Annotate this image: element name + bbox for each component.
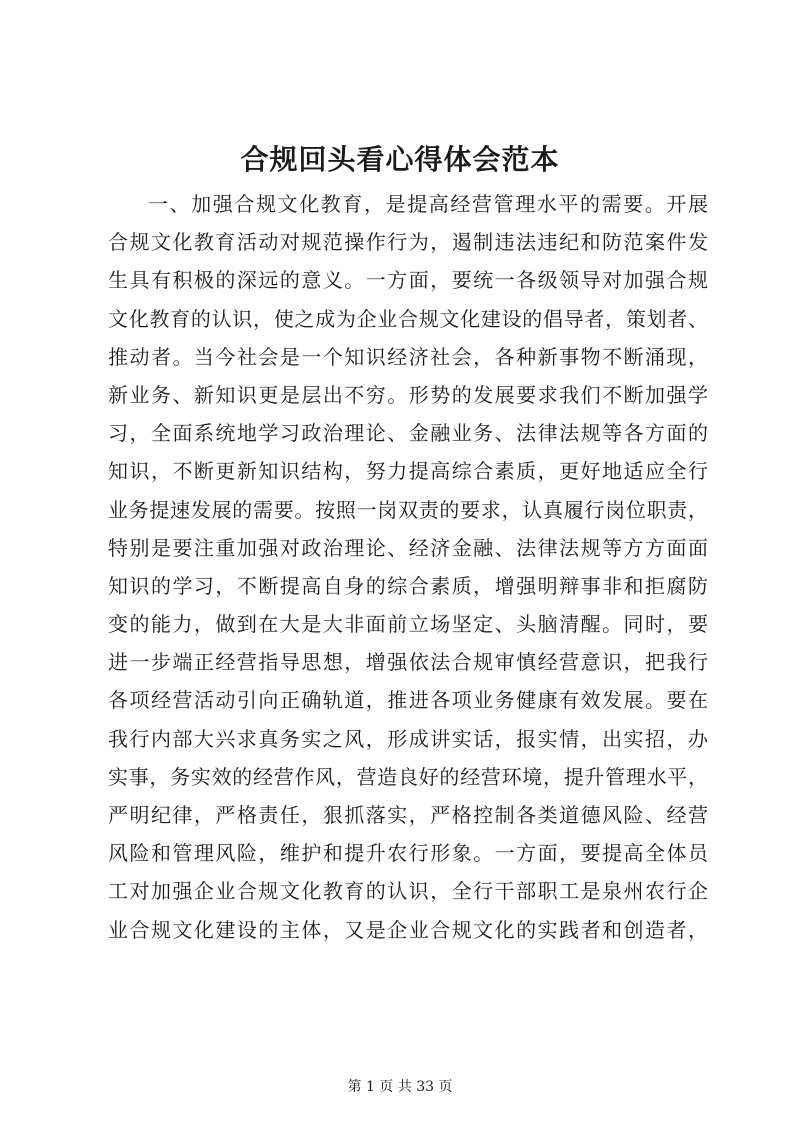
text-line: 推动者。当今社会是一个知识经济社会，各种新事物不断涌现， (108, 344, 708, 369)
text-line: 我行内部大兴求真务实之风，形成讲实话，报实情，出实招，办 (108, 726, 708, 751)
page-footer: 第 1 页 共 33 页 (347, 1079, 453, 1095)
text-line: 新业务、新知识更是层出不穷。形势的发展要求我们不断加强学 (108, 382, 708, 407)
text-line: 进一步端正经营指导思想，增强依法合规审慎经营意识，把我行 (108, 650, 708, 675)
text-line: 风险和管理风险，维护和提升农行形象。一方面，要提高全体员 (108, 841, 708, 866)
text-line: 合规文化教育活动对规范操作行为，遏制违法违纪和防范案件发 (108, 230, 708, 255)
text-line: 业务提速发展的需要。按照一岗双责的要求，认真履行岗位职责， (108, 497, 708, 522)
text-line: 生具有积极的深远的意义。一方面，要统一各级领导对加强合规 (108, 268, 708, 293)
text-line: 各项经营活动引向正确轨道，推进各项业务健康有效发展。要在 (108, 688, 708, 713)
text-line: 一、加强合规文化教育，是提高经营管理水平的需要。开展 (148, 192, 708, 216)
text-line: 实事，务实效的经营作风，营造良好的经营环境，提升管理水平， (108, 764, 708, 789)
document-body (108, 185, 708, 949)
text-line: 工对加强企业合规文化教育的认识，全行干部职工是泉州农行企 (108, 879, 708, 904)
text-line: 业合规文化建设的主体，又是企业合规文化的实践者和创造者， (108, 917, 708, 942)
text-line: 严明纪律，严格责任，狠抓落实，严格控制各类道德风险、经营 (108, 803, 708, 827)
text-line: 习，全面系统地学习政治理论、金融业务、法律法规等各方面的 (108, 421, 708, 446)
text-line: 特别是要注重加强对政治理论、经济金融、法律法规等方方面面 (108, 535, 708, 560)
text-line: 变的能力，做到在大是大非面前立场坚定、头脑清醒。同时，要 (108, 612, 708, 637)
text-line: 知识，不断更新知识结构，努力提高综合素质，更好地适应全行 (108, 459, 708, 484)
text-line: 文化教育的认识，使之成为企业合规文化建设的倡导者，策划者、 (108, 306, 708, 331)
document-title: 合规回头看心得体会范本 (240, 143, 560, 176)
text-line: 知识的学习，不断提高自身的综合素质，增强明辩事非和拒腐防 (108, 573, 708, 598)
